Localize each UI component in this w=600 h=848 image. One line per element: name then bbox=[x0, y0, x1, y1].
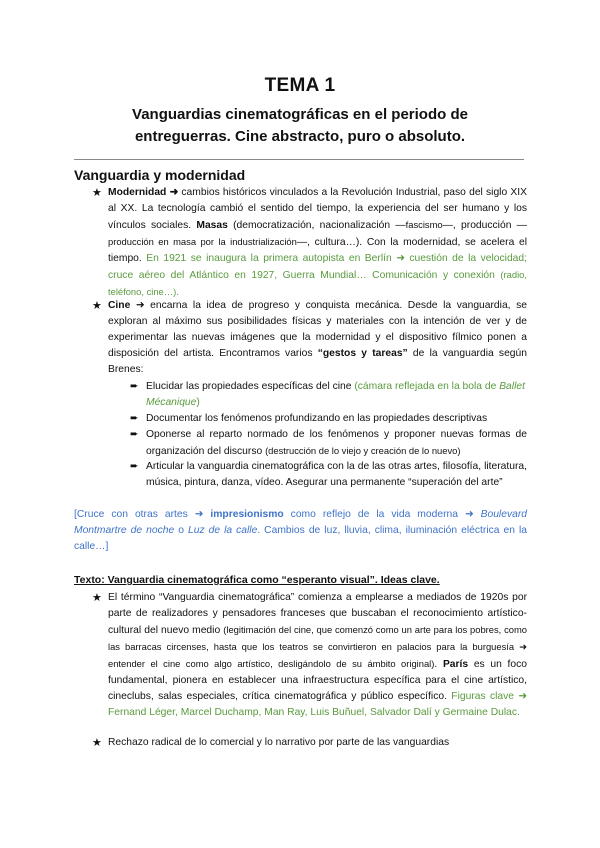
termino-text-a: El término “Vanguardia cinematográfica” comienza a emplearse a mediados de 1920s por parte de realizadores y pensadores franceses que buscaban el reconocimiento artístico-cultural del nuevo medio bbox=[108, 592, 527, 636]
note-text-a: [Cruce con otras artes ➜ bbox=[74, 509, 211, 520]
modernidad-green-end: . bbox=[176, 287, 180, 298]
term-paris: París bbox=[442, 659, 469, 670]
term-impresionismo: impresionismo bbox=[210, 509, 284, 520]
sub-bullet-green-end: ) bbox=[196, 397, 200, 408]
modernidad-green-note: En 1921 se inaugura la primera autopista en Berlín ➜ cuestión de la velocidad; cruce aéreo del Atlántico en 1927, Guerra Mundial… Comunicación y conexión bbox=[108, 253, 527, 281]
film-title-boulevard: Boulevard Montmartre de noche bbox=[74, 509, 527, 536]
rechazo-text: Rechazo radical de lo comercial y lo narrativo por parte de las vanguardias bbox=[108, 737, 450, 748]
note-text-d: . Cambios de luz, lluvia, clima, iluminación eléctrica en la calle…] bbox=[74, 525, 527, 552]
bullet-cine bbox=[108, 298, 527, 378]
produccion-note: producción en masa por la industrialización bbox=[108, 236, 297, 247]
star-bullet-icon: ★ bbox=[92, 737, 102, 749]
bullet-vanguardia-termino bbox=[108, 590, 527, 721]
term-cine: Cine bbox=[108, 300, 131, 311]
arrow-icon: ➜ bbox=[169, 187, 179, 198]
sub-bullet-2 bbox=[146, 411, 527, 427]
sub-bullet-4 bbox=[146, 459, 527, 491]
page-title: TEMA 1 bbox=[264, 75, 336, 96]
termino-text-c: es un foco fundamental, pionera en establecer una infraestructura específica para el cine artístico, cineclubs, salas especiales, crítica cinematográfica y público específico. bbox=[108, 659, 527, 702]
sub-bullet-text: Articular la vanguardia cinematográfica con la de las otras artes, filosofía, literatura, música, pintura, danza, vídeo. Asegurar una permanente “superación del arte” bbox=[146, 461, 527, 488]
bullet-rechazo bbox=[108, 735, 527, 751]
legitimacion-note: (legitimación del cine, que comenzó como un arte para los pobres, como las barracas circenses, hasta que los teatros se convirtieron en palacios para la burguesía ➜ entender el cine como algo artístico, desligándolo de su ámbito original) bbox=[108, 624, 527, 669]
pointer-arrow-icon: ➨ bbox=[130, 461, 139, 472]
pointer-arrow-icon: ➨ bbox=[130, 429, 139, 440]
cine-text-b: de la vanguardia según Brenes: bbox=[108, 348, 527, 375]
modernidad-green-small: (radio, teléfono, cine…) bbox=[108, 269, 527, 297]
termino-text-b: . bbox=[434, 659, 443, 670]
sub-bullet-text: Documentar los fenómenos profundizando en las propiedades descriptivas bbox=[146, 413, 488, 424]
sub-bullet-note: (destrucción de lo viejo y creación de lo nuevo) bbox=[265, 445, 461, 456]
star-bullet-icon: ★ bbox=[92, 187, 102, 199]
sub-bullet-text: Oponerse al reparto normado de los fenómenos y proponer nuevas formas de organización del discurso bbox=[146, 429, 527, 457]
modernidad-text-d: —, cultura…). Con la modernidad, se acelera el tiempo. bbox=[108, 237, 527, 264]
title-divider bbox=[74, 159, 524, 160]
note-text-c: o bbox=[174, 525, 188, 536]
star-bullet-icon: ★ bbox=[92, 592, 102, 604]
star-bullet-icon: ★ bbox=[92, 300, 102, 312]
cine-text-a: ➜ encarna la idea de progreso y conquista mecánica. Desde la vanguardia, se exploran al máximo sus posibilidades físicas y materiales con la intención de ver y de experimentar las nuevas imágenes que la modernidad y el dispositivo fílmico ponen a disposición del artista. Encontramos varios bbox=[108, 300, 527, 359]
cruce-note bbox=[74, 507, 527, 555]
section-heading-vanguardia: Vanguardia y modernidad bbox=[74, 167, 246, 183]
note-text-b: como reflejo de la vida moderna ➜ bbox=[283, 509, 481, 520]
section-heading-texto: Texto: Vanguardia cinematográfica como “esperanto visual”. Ideas clave. bbox=[74, 574, 440, 586]
modernidad-text-b: (democratización, nacionalización — bbox=[227, 220, 406, 231]
film-title-luz: Luz de la calle bbox=[187, 525, 258, 536]
sub-bullet-3 bbox=[146, 427, 527, 460]
sub-bullet-green: (cámara reflejada en la bola de bbox=[354, 381, 500, 392]
modernidad-text-c: —, producción — bbox=[442, 220, 527, 231]
pointer-arrow-icon: ➨ bbox=[130, 413, 139, 424]
film-title-ballet: Ballet Mécanique bbox=[146, 381, 525, 408]
gestos-y-tareas: “gestos y tareas” bbox=[317, 348, 408, 359]
fascismo-note: fascismo bbox=[405, 219, 443, 230]
figuras-clave-note: Figuras clave ➜ Fernand Léger, Marcel Duchamp, Man Ray, Luis Buñuel, Salvador Dalí y Germaine Dulac. bbox=[108, 691, 527, 718]
term-masas: Masas bbox=[196, 220, 228, 231]
sub-bullet-1 bbox=[146, 379, 527, 411]
bullet-modernidad bbox=[108, 185, 527, 301]
page-subtitle: Vanguardias cinematográficas en el periodo de entreguerras. Cine abstracto, puro o absoluto. bbox=[132, 106, 468, 145]
pointer-arrow-icon: ➨ bbox=[130, 381, 139, 392]
term-modernidad: Modernidad bbox=[108, 187, 167, 198]
sub-bullet-text: Elucidar las propiedades específicas del cine bbox=[146, 381, 355, 392]
modernidad-text-a: cambios históricos vinculados a la Revolución Industrial, paso del siglo XIX al XX. La tecnología cambió el sentido del tiempo, la experiencia del ser humano y los vínculos sociales. bbox=[108, 187, 527, 231]
